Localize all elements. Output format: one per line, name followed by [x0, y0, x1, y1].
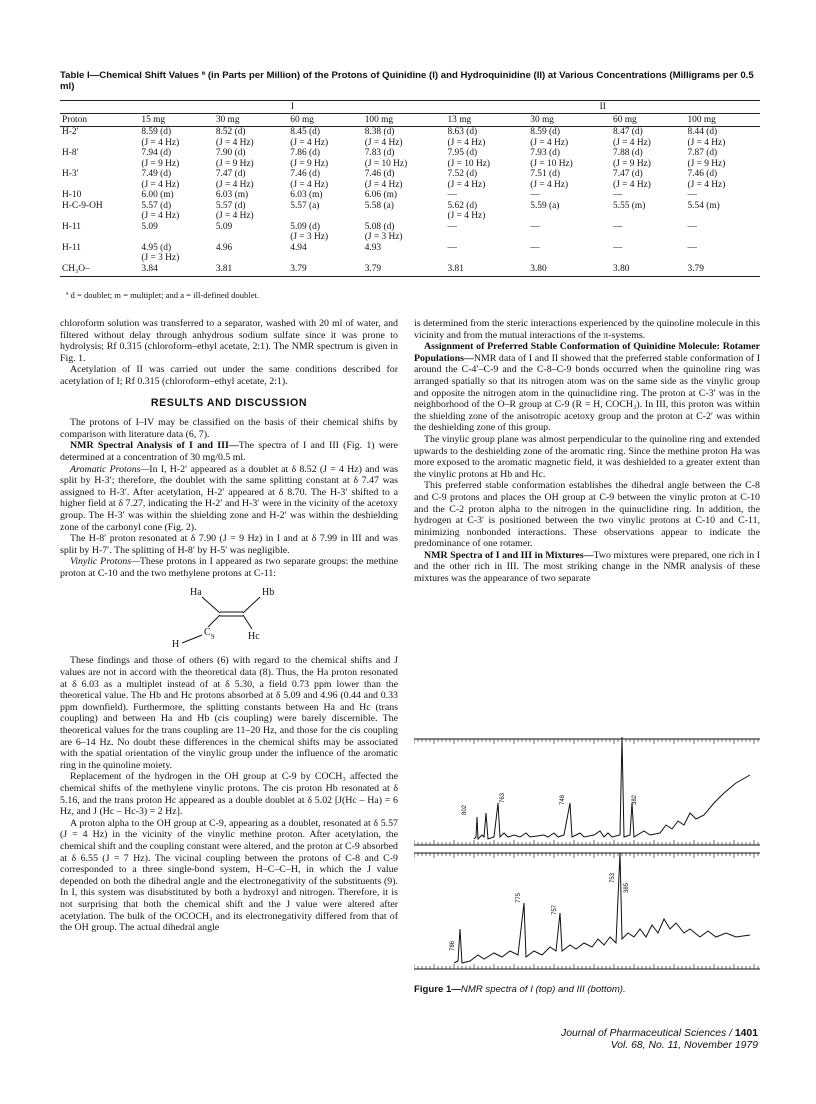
page-number: 1401 [734, 1028, 758, 1039]
paragraph: This preferred stable conformation establishes the dihedral angle between the C-8 and C-9 protons and places the OH group at C-9 between the vinylic proton at C-10 and the C-2 proton alpha to the nitrogen in the quinuclidine ring. In addition, the hydrogen at C-3′ is positioned between the two vinylic protons at C-10 and C-11, minimizing nonbonded interactions. These observations appear to indicate the predominance of one rotamer. [414, 480, 760, 550]
table-cell: 3.81 [214, 264, 288, 277]
table-cell: — [687, 242, 697, 253]
table-cell: — [447, 190, 457, 200]
table-row [60, 243, 760, 264]
section-heading: RESULTS AND DISCUSSION [150, 396, 308, 409]
column-header: 15 mg [139, 113, 213, 127]
left-column [60, 318, 398, 934]
bottom-peak-label: 775 [516, 892, 522, 903]
row-proton-label: H-11 [62, 221, 81, 232]
table-row [60, 169, 760, 190]
chemical-shift-table [60, 100, 760, 277]
paragraph: A proton alpha to the OH group at C-9, appearing as a doublet, resonated at δ 5.57 (J = 4 Hz) in the vicinity of the vinylic methine proton. After acetylation, the chemical shift and the coupling constant were altered, and the proton at C-9 absorbed at δ 6.55 (J = 7 Hz). The vicinal coupling between the protons of C-8 and C-9 corresponded to a three single-bond system, H–C–C–H, in which the J value depended on both the dihedral angle and the electronegativity of the substituents (9). In I, this system was disubstituted by both a hydroxyl and nitrogen. Therefore, it is not surprising that both the chemical shift and the J value were altered after acetylation. The bulk of the OCOCH₃ and its electronegativity differed from that of the OH group. The actual dihedral angle [60, 817, 398, 934]
label-hb: Hb [262, 587, 275, 599]
table-cell: 7.51 (d) (J = 4 Hz) [530, 169, 569, 190]
table-cell: 6.00 (m) [141, 190, 174, 200]
table-cell: 7.90 (d) (J = 9 Hz) [215, 148, 254, 169]
table-cell: 3.80 [611, 264, 685, 277]
table-row [60, 148, 760, 169]
table-row [60, 201, 760, 222]
table-cell: 7.49 (d) (J = 4 Hz) [141, 169, 180, 190]
table-cell: — [687, 190, 697, 200]
table-cell: 8.52 (d) (J = 4 Hz) [215, 127, 254, 148]
table-row [60, 222, 760, 243]
journal-footer [561, 1028, 758, 1052]
bottom-peak-label: 385 [624, 882, 630, 893]
column-header: 60 mg [611, 113, 685, 127]
run-in-heading: Vinylic Protons— [70, 556, 140, 568]
table-cell: 6.06 (m) [364, 190, 397, 200]
row-proton-label: H-8′ [62, 148, 79, 158]
bond-c9 [208, 615, 220, 627]
table-cell: 7.93 (d) (J = 10 Hz) [530, 148, 573, 169]
table-row [60, 127, 760, 149]
table-cell: 3.80 [528, 264, 611, 277]
paragraph: NMR Spectral Analysis of I and III—The spectra of I and III (Fig. 1) were determined at a concentration of 30 mg/0.5 ml. [60, 440, 398, 463]
row-proton-label: H-11 [62, 242, 81, 253]
figure-caption: Figure 1—NMR spectra of I (top) and III (bottom). [414, 984, 626, 995]
table-cell: 3.79 [363, 264, 446, 277]
table-cell: — [613, 190, 623, 200]
column-header: 13 mg [445, 113, 528, 127]
row-proton-label: H-2′ [62, 127, 79, 137]
bottom-peak-label: 786 [450, 940, 456, 951]
table-cell: 7.46 (d) (J = 4 Hz) [687, 169, 726, 190]
label-c9: C [204, 627, 211, 639]
table-cell: 7.47 (d) (J = 4 Hz) [215, 169, 254, 190]
top-peak-label: 382 [632, 794, 638, 805]
bottom-peak-label: 757 [552, 904, 558, 915]
top-peak-label: 748 [560, 794, 566, 805]
top-spectrum-trace [474, 737, 750, 839]
table-caption: Table I—Chemical Shift Values ª (in Parts per Million) of the Protons of Quinidine (I) and Hydroquinidine (II) at Various Concentrations (Milligrams per 0.5 ml) [60, 70, 754, 92]
table-cell: 4.93 [364, 242, 382, 253]
top-peak-label: 802 [462, 804, 468, 815]
label-c9-sub: 9 [211, 633, 215, 642]
paragraph: NMR Spectra of I and III in Mixtures—Two mixtures were prepared, one rich in I and the other rich in III. The most striking change in the NMR analysis of these mixtures was the appearance of two separate [414, 549, 760, 585]
paragraph: The protons of I–IV may be classified on the basis of their chemical shifts by comparison with literature data (6, 7). [60, 417, 398, 440]
table-row [60, 264, 760, 277]
table-cell: 8.47 (d) (J = 4 Hz) [613, 127, 651, 148]
table-cell: 5.57 (d) (J = 4 Hz) [141, 200, 180, 221]
table-cell: 3.84 [139, 264, 213, 277]
column-header: 60 mg [288, 113, 362, 127]
right-column [414, 318, 760, 585]
table-row [60, 190, 760, 201]
column-header-proton: Proton [60, 113, 139, 127]
table-cell: — [530, 242, 540, 253]
table-cell: 7.46 (d) (J = 4 Hz) [290, 169, 329, 190]
table-cell: — [613, 221, 623, 232]
paragraph: Aromatic Protons—In I, H-2′ appeared as a doublet at δ 8.52 (J = 4 Hz) and was split by H-3′; therefore, the doublet with the same splitting constant at δ 7.47 was assigned to H-3′. After acetylation, H-2′ appeared at δ 8.70. The H-3′ shifted to a higher field at δ 7.27, indicating the H-2′ and H-3′ were in the vicinity of the acetoxy group. The H-3′ was within the shielding zone and H-2′ was within the deshielding zone of the carbonyl cone (Fig. 2). [60, 463, 398, 533]
table-cell: 5.62 (d) (J = 4 Hz) [447, 200, 486, 221]
table-cell: — [687, 221, 697, 232]
table-cell: 5.54 (m) [687, 200, 720, 211]
table-cell: 8.59 (d) (J = 4 Hz) [530, 127, 569, 148]
paragraph: Vinylic Protons—These protons in I appeared as two separate groups: the methine proton at C-10 and the two methylene protons at C-11: [60, 556, 399, 579]
bond-ha [202, 597, 220, 613]
column-header: 100 mg [363, 113, 446, 127]
run-in-heading: Assignment of Preferred Stable Conformation of Quinidine Molecule: Rotamer Populations— [414, 341, 760, 364]
row-proton-label: H-C-9-OH [62, 200, 103, 211]
table-cell: 3.79 [685, 264, 760, 277]
journal-volume: Vol. 68, No. 11, November 1979 [610, 1040, 758, 1051]
label-ha: Ha [190, 587, 202, 599]
group-header-I: I [139, 101, 445, 114]
bond-hb [243, 597, 260, 613]
row-proton-label: CH₃O– [60, 264, 139, 277]
paragraph: chloroform solution was transferred to a separator, washed with 20 ml of water, and filtered without delay through anhydrous sodium sulfate since it was prone to hydrolysis; Rf 0.315 (chloroform–ethyl acetate, 2:1). The NMR spectrum is given in Fig. 1. [60, 318, 398, 364]
table-cell: 4.94 [290, 242, 307, 253]
table-cell: — [530, 221, 540, 232]
group-header-II: II [445, 101, 760, 114]
table-cell: 7.87 (d) (J = 9 Hz) [687, 148, 726, 169]
nmr-spectra-figure [414, 733, 760, 979]
top-peak-label: 763 [500, 792, 506, 803]
row-proton-label: H-10 [62, 190, 82, 200]
column-header: 100 mg [685, 113, 760, 127]
table-cell: 8.38 (d) (J = 4 Hz) [364, 127, 403, 148]
table-cell: 5.09 [141, 221, 158, 232]
paragraph: is determined from the steric interactions experienced by the quinoline molecule in this vicinity and from the mutual interactions of the π-systems. [414, 318, 760, 341]
bottom-peak-label: 753 [610, 872, 616, 883]
paragraph: The H-8′ proton resonated at δ 7.90 (J = 9 Hz) in I and at δ 7.99 in III and was split by H-7′. The splitting of H-8′ by H-5′ was negligible. [60, 533, 398, 556]
paragraph: Acetylation of II was carried out under the same conditions described for acetylation of I; Rf 0.315 (chloroform–ethyl acetate, 2:1). [60, 364, 398, 387]
table-cell: 7.47 (d) (J = 4 Hz) [613, 169, 651, 190]
journal-name: Journal of Pharmaceutical Sciences / [561, 1028, 732, 1039]
run-in-heading: Aromatic Protons— [70, 463, 150, 475]
table-cell: 8.59 (d) (J = 4 Hz) [141, 127, 180, 148]
nmr-spectra-svg [414, 733, 760, 979]
table-cell: — [613, 242, 623, 253]
table-cell: 3.81 [445, 264, 528, 277]
table-cell: 7.86 (d) (J = 9 Hz) [290, 148, 329, 169]
table-cell: 5.57 (a) [290, 200, 320, 211]
table-cell: 8.63 (d) (J = 4 Hz) [447, 127, 486, 148]
table-cell: 7.46 (d) (J = 4 Hz) [364, 169, 403, 190]
table-cell: 8.45 (d) (J = 4 Hz) [290, 127, 329, 148]
vinyl-structure-diagram [60, 579, 398, 655]
table-cell: 7.94 (d) (J = 9 Hz) [141, 148, 180, 169]
table-cell: — [447, 221, 457, 232]
table-cell: 5.59 (a) [530, 200, 560, 211]
paragraph: Assignment of Preferred Stable Conformation of Quinidine Molecule: Rotamer Populations—NMR data of I and II showed that the preferred stable conformation of I around the C-4′–C-9 and the C-8–C-9 bonds occurred when the quinoline ring was arranged spatially so that its nitrogen atom was on the same side as the vinylic group and opposite the nitrogen atom in the quinuclidine ring. The proton at C-3′ was in the neighborhood of the O–R group at C-9 (R = H, COCH₃). In III, this proton was within the shielding zone of the anisotropic acetoxy group and the proton at C-2′ was within the deshielding zone of this group. [414, 341, 760, 434]
table-cell: 6.03 (m) [215, 190, 249, 200]
table-cell: 3.79 [288, 264, 362, 277]
table-cell: 4.96 [215, 242, 233, 253]
table-cell: 4.95 (d) (J = 3 Hz) [141, 242, 180, 263]
paragraph: Replacement of the hydrogen in the OH group at C-9 by COCH₃ affected the chemical shifts of the methylene vinylic protons. The cis proton Hb resonated at δ 5.16, and the trans proton Hc appeared as a double doublet at δ 5.02 [J(Hc – Ha) = 6 Hz, and J (Hc – Hc-3) = 2 Hz]. [60, 771, 398, 818]
table-cell: 5.58 (a) [364, 200, 394, 211]
table-cell: 7.95 (d) (J = 10 Hz) [447, 148, 491, 169]
table-cell: — [530, 190, 540, 200]
bottom-spectrum-trace [454, 853, 750, 963]
paragraph: These findings and those of others (6) with regard to the chemical shifts and J values are not in accord with the theoretical data (8). Thus, the Ha proton resonated at δ 6.03 as a multiplet instead of at δ 5.30, a field 0.73 ppm lower than the theoretical value. The Hb and Hc protons absorbed at δ 5.09 and 4.96 (0.44 and 0.33 ppm downfield). Furthermore, the splitting constants between Ha and Hc (trans coupling) and between Ha and Hb (cis coupling) were barely discernible. The theoretical values for the trans coupling are 11–20 Hz, and those for the cis coupling are 6–14 Hz. No doubt these differences in the chemical shifts may be associated with the spatial orientation of the vinylic group under the influence of the aromatic ring in the quinoline moiety. [60, 655, 398, 771]
row-proton-label: H-3′ [62, 169, 79, 179]
run-in-heading: NMR Spectra of I and III in Mixtures— [424, 549, 594, 561]
table-cell: 7.83 (d) (J = 10 Hz) [364, 148, 408, 169]
bond-h [182, 635, 202, 643]
paragraph: The vinylic group plane was almost perpendicular to the quinoline ring and extended upwards to the deshielding zone of the aromatic ring. Since the methine proton Ha was more exposed to the aromatic magnetic field, it was deshielded to a greater extent than the vinylic protons at Hb and Hc. [414, 433, 760, 480]
run-in-heading: NMR Spectral Analysis of I and III— [70, 440, 239, 452]
table-cell: 6.03 (m) [290, 190, 323, 200]
table-cell: 5.09 [215, 221, 233, 232]
vinyl-structure-svg [60, 579, 398, 655]
table-cell: 5.08 (d) (J = 3 Hz) [364, 221, 403, 242]
table-cell: 5.09 (d) (J = 3 Hz) [290, 221, 329, 242]
column-header: 30 mg [528, 113, 611, 127]
table-cell: 5.57 (d) (J = 4 Hz) [215, 200, 254, 221]
table-cell: 7.52 (d) (J = 4 Hz) [447, 169, 486, 190]
table-cell: 8.44 (d) (J = 4 Hz) [687, 127, 726, 148]
label-h: H [172, 639, 180, 651]
bond-hc [243, 615, 252, 629]
column-header: 30 mg [214, 113, 288, 127]
label-hc: Hc [248, 631, 260, 643]
table-cell: — [447, 242, 457, 253]
table-footnote: ª d = doublet; m = multiplet; and a = ill-defined doublet. [66, 290, 260, 300]
table-cell: 7.88 (d) (J = 9 Hz) [613, 148, 651, 169]
table-cell: 5.55 (m) [613, 200, 646, 211]
